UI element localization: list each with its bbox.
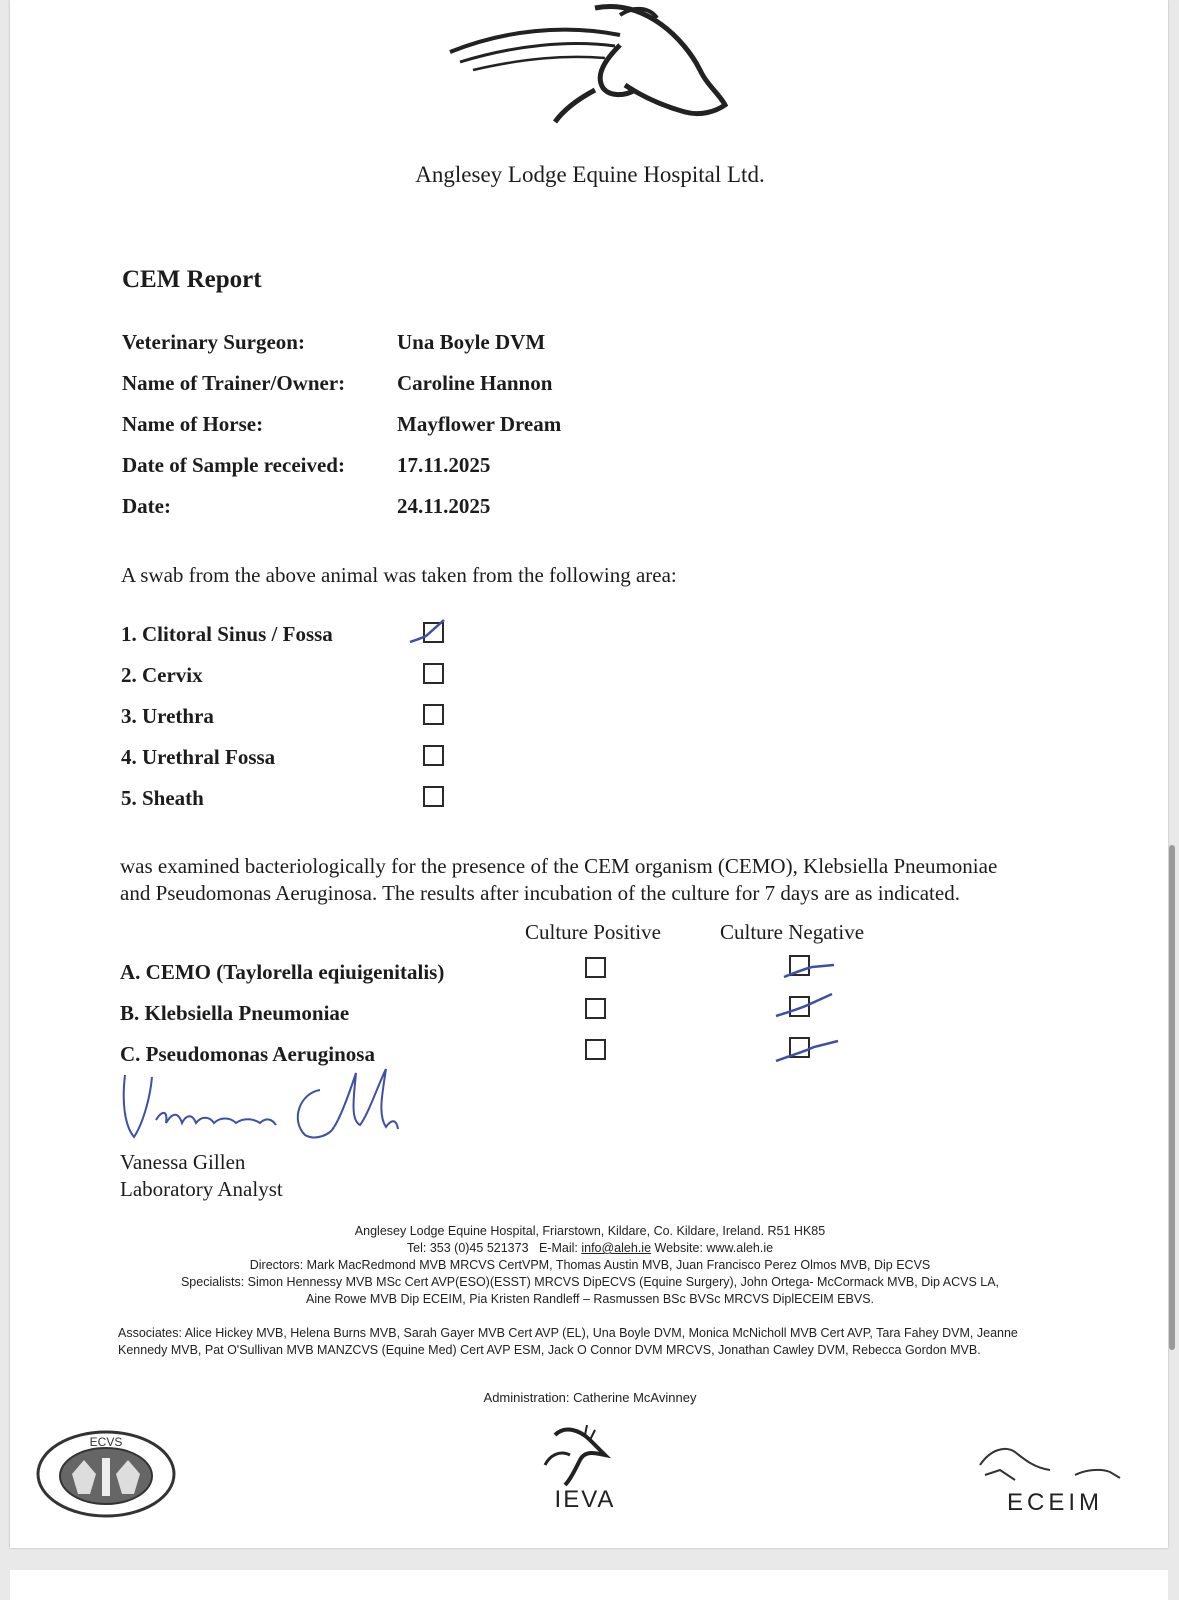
footer-associates: Associates: Alice Hickey MVB, Helena Burns MVB, Sarah Gayer MVB Cert AVP (EL), Una Boyle DVM, Monica McNicholl MVB Cert AVP, Tara Fahey DVM, Jeanne Kennedy MVB, Pat O'Sullivan MVB MANZCVS (Equine Med) Cert AVP ESM, Jack O Connor DVM MRCVS, Jonathan Cawley DVM, Rebecca Gordon MVB.: [118, 1326, 1018, 1357]
field-label-owner: Name of Trainer/Owner:: [122, 371, 346, 395]
test-row-klebsiella: B. Klebsiella Pneumoniae: [120, 1001, 350, 1025]
pen-check-mark: [408, 616, 448, 646]
area-item-urethra: 3. Urethra: [121, 704, 214, 728]
pen-check-mark: [782, 955, 838, 981]
intro-text: A swab from the above animal was taken from the following area:: [121, 563, 677, 587]
field-value-vet: Una Boyle DVM: [397, 330, 546, 354]
footer-administration: Administration: Catherine McAvinney: [483, 1390, 697, 1405]
footer-directors: Directors: Mark MacRedmond MVB MRCVS CertVPM, Thomas Austin MVB, Juan Francisco Perez Olmos MVB, Dip ECVS: [249, 1258, 931, 1272]
column-negative: Culture Negative: [720, 920, 865, 944]
area-item-clitoral: 1. Clitoral Sinus / Fossa: [121, 622, 333, 646]
document-page: [10, 0, 1168, 1548]
footer-email-link[interactable]: info@aleh.ie: [581, 1241, 652, 1255]
ieva-logo-text: IEVA: [554, 1486, 616, 1513]
area-item-urethral-fossa: 4. Urethral Fossa: [121, 745, 276, 769]
field-value-date: 24.11.2025: [397, 494, 491, 518]
ecvs-logo-text: ECVS: [89, 1435, 123, 1449]
field-value-sample-date: 17.11.2025: [397, 453, 491, 477]
footer-tel: Tel: 353 (0)45 521373: [406, 1241, 529, 1255]
ecvs-logo: [36, 1430, 176, 1518]
signer-name: Vanessa Gillen: [120, 1150, 246, 1174]
next-page-edge: [10, 1570, 1168, 1600]
area-checkbox-urethra: [423, 704, 444, 725]
area-item-sheath: 5. Sheath: [121, 786, 204, 810]
pen-check-mark: [774, 990, 834, 1020]
horse-head-logo: [445, 0, 735, 140]
field-label-sample-date: Date of Sample received:: [122, 453, 345, 477]
footer-specialists-1: Specialists: Simon Hennessy MVB MSc Cert AVP(ESO)(ESST) MRCVS DipECVS (Equine Surgery), John Ortega- McCormack MVB, Dip ACVS LA,: [180, 1275, 1000, 1289]
report-title: CEM Report: [122, 266, 262, 293]
field-value-horse: Mayflower Dream: [397, 412, 562, 436]
signature-image: [120, 1065, 400, 1145]
area-item-cervix: 2. Cervix: [121, 663, 203, 687]
column-positive: Culture Positive: [525, 920, 661, 944]
test-row-pseudomonas: C. Pseudomonas Aeruginosa: [120, 1042, 375, 1066]
test-cemo-positive-checkbox: [585, 957, 606, 978]
field-value-owner: Caroline Hannon: [397, 371, 553, 395]
field-label-date: Date:: [122, 494, 171, 518]
eceim-logo-text: ECEIM: [1006, 1489, 1104, 1516]
scrollbar[interactable]: [1169, 845, 1175, 1350]
hospital-name: Anglesey Lodge Equine Hospital Ltd.: [415, 162, 765, 187]
field-label-horse: Name of Horse:: [122, 412, 264, 436]
field-label-vet: Veterinary Surgeon:: [122, 330, 305, 354]
eceim-logo: [975, 1440, 1135, 1520]
ieva-logo: [535, 1425, 635, 1515]
footer-address: Anglesey Lodge Equine Hospital, Friarstown, Kildare, Co. Kildare, Ireland. R51 HK85: [354, 1224, 826, 1238]
signer-role: Laboratory Analyst: [120, 1177, 283, 1201]
footer-website: Website: www.aleh.ie: [654, 1241, 774, 1255]
footer-specialists-2: Aine Rowe MVB Dip ECEIM, Pia Kristen Randleff – Rasmussen BSc BVSc MRCVS DiplECEIM EBVS.: [305, 1292, 875, 1306]
area-checkbox-sheath: [423, 786, 444, 807]
area-checkbox-cervix: [423, 663, 444, 684]
test-klebsiella-positive-checkbox: [585, 998, 606, 1019]
pen-check-mark: [774, 1033, 840, 1063]
footer-email-label: E-Mail:: [538, 1241, 578, 1255]
area-checkbox-urethral-fossa: [423, 745, 444, 766]
results-paragraph: was examined bacteriologically for the presence of the CEM organism (CEMO), Klebsiella Pneumoniae and Pseudomonas Aeruginosa. The results after incubation of the culture for 7 days are as indicated.: [120, 854, 998, 905]
test-row-cemo: A. CEMO (Taylorella eqiuigenitalis): [120, 960, 445, 984]
test-pseudomonas-positive-checkbox: [585, 1039, 606, 1060]
footer-contact: [10, 1240, 1170, 1256]
